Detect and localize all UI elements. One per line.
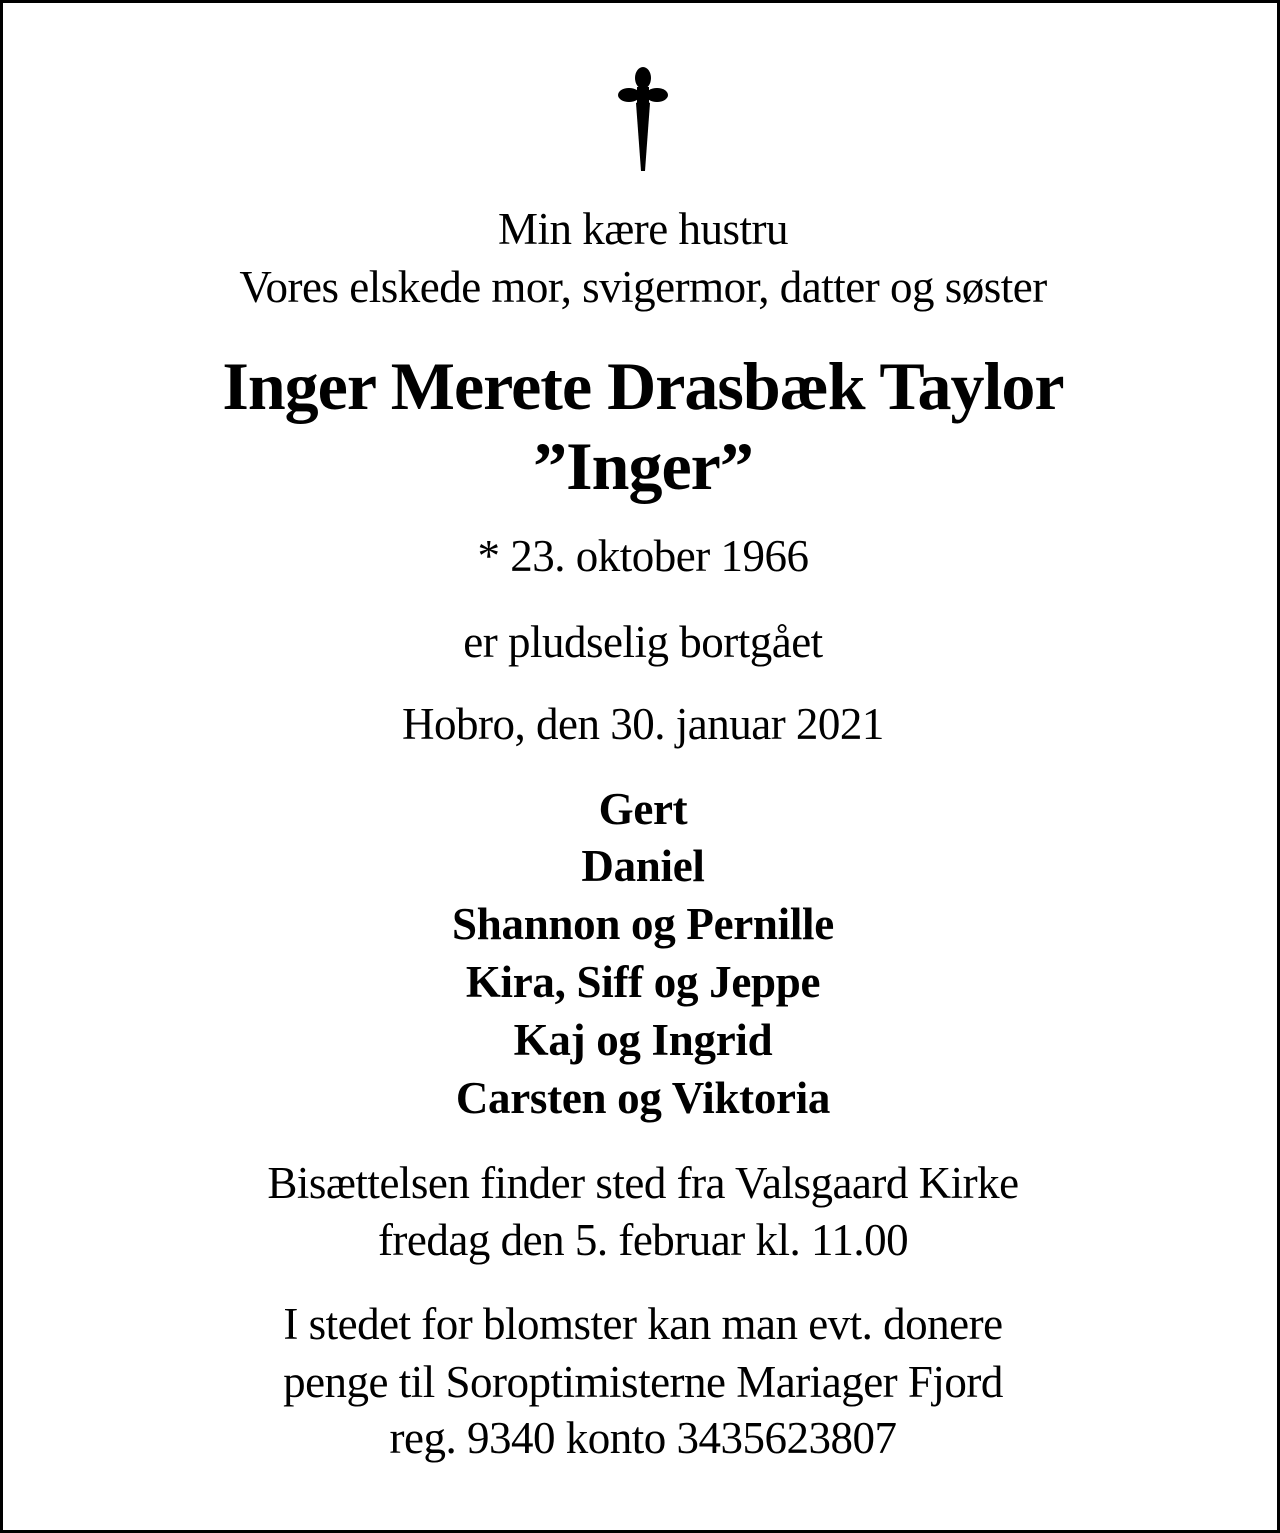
family-member: Shannon og Pernille — [452, 899, 834, 949]
intro-line-1: Min kære hustru — [498, 204, 788, 254]
birth-date: * 23. oktober 1966 — [477, 531, 809, 581]
family-member: Kaj og Ingrid — [513, 1015, 773, 1065]
place-and-date: Hobro, den 30. januar 2021 — [402, 699, 884, 749]
family-member: Daniel — [581, 841, 705, 891]
intro-line-2: Vores elskede mor, svigermor, datter og søster — [239, 262, 1047, 312]
donation-line-2: penge til Soroptimisterne Mariager Fjord — [283, 1357, 1003, 1407]
family-member: Kira, Siff og Jeppe — [465, 957, 821, 1007]
deceased-nickname: ”Inger” — [533, 428, 753, 504]
funeral-line-2: fredag den 5. februar kl. 11.00 — [377, 1215, 909, 1265]
cross-icon — [613, 63, 673, 178]
funeral-line-1: Bisættelsen finder sted fra Valsgaard Kirke — [267, 1158, 1019, 1208]
announcement: er pludselig bortgået — [463, 617, 823, 667]
donation-line-3: reg. 9340 konto 3435623807 — [389, 1413, 897, 1463]
family-member: Gert — [598, 784, 688, 834]
donation-line-1: I stedet for blomster kan man evt. donere — [283, 1299, 1003, 1349]
deceased-full-name: Inger Merete Drasbæk Taylor — [222, 348, 1064, 424]
family-member: Carsten og Viktoria — [455, 1073, 831, 1123]
